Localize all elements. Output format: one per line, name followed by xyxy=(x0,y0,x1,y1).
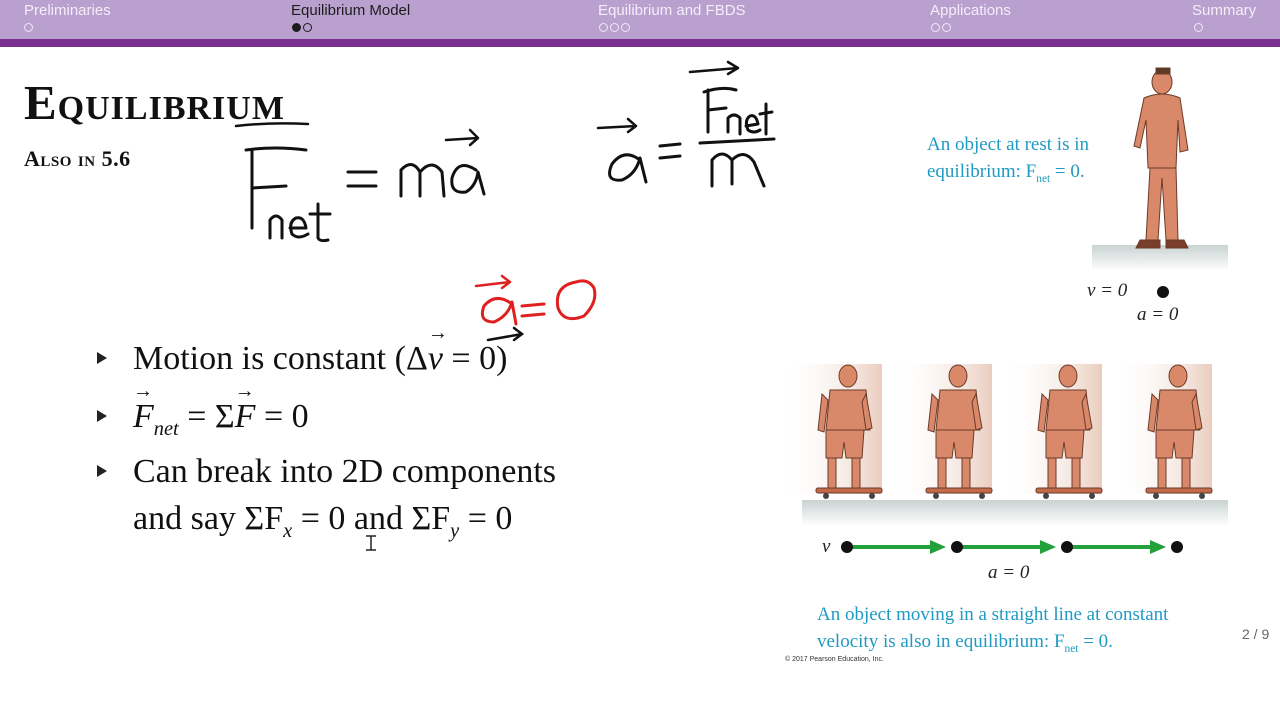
skater-2-icon xyxy=(892,364,992,499)
page-number: 2 / 9 xyxy=(1242,626,1270,642)
force-symbol: → F xyxy=(133,398,154,436)
motion-acceleration-label: a = 0 xyxy=(988,562,1030,583)
motion-velocity-label: v xyxy=(822,536,831,557)
nav-section-equilibrium-model[interactable]: Equilibrium Model xyxy=(291,2,411,19)
velocity-symbol: → v xyxy=(428,340,443,378)
nav-section-equilibrium-fbds[interactable]: Equilibrium and FBDS xyxy=(598,2,746,19)
bullet-text: = 0) xyxy=(442,340,508,377)
slide-subtitle: Also in 5.6 xyxy=(24,146,131,171)
motion-caption-line1: An object moving in a straight line at constant xyxy=(817,604,1169,625)
bullet-text: = 0 and ΣF xyxy=(292,500,451,537)
slide-title: Equilibrium xyxy=(24,75,285,130)
rest-caption-line2: equilibrium: F xyxy=(927,161,1037,182)
nav-section-preliminaries[interactable]: Preliminaries xyxy=(24,2,111,19)
skater-4-icon xyxy=(1112,364,1212,499)
rest-caption-line1: An object at rest is in xyxy=(927,134,1089,155)
x-subscript: x xyxy=(283,519,293,542)
velocity-vector-arrows xyxy=(850,540,1166,554)
bullet-text: Can break into 2D components xyxy=(133,453,557,490)
net-subscript: net xyxy=(1064,642,1079,655)
motion-caption xyxy=(817,601,1168,663)
rest-velocity-label: v = 0 xyxy=(1087,280,1128,301)
motion-caption-line2: velocity is also in equilibrium: F xyxy=(817,631,1065,652)
nav-section-applications[interactable]: Applications xyxy=(930,2,1011,19)
bullet-text: = 0 xyxy=(255,398,309,435)
net-subscript: net xyxy=(153,417,179,440)
rest-caption-end: = 0. xyxy=(1050,161,1085,182)
rest-floor xyxy=(1092,245,1228,271)
copyright-notice: © 2017 Pearson Education, Inc. xyxy=(785,656,884,663)
skater-1-icon xyxy=(782,364,882,499)
net-subscript: net xyxy=(1036,172,1051,185)
standing-person-icon xyxy=(1134,68,1188,248)
bullet-text: and say ΣF xyxy=(133,500,284,537)
bullet-text: Motion is constant ( xyxy=(133,340,406,377)
nav-section-summary[interactable]: Summary xyxy=(1192,2,1257,19)
bullet-text: = Σ xyxy=(178,398,235,435)
rest-acceleration-label: a = 0 xyxy=(1137,304,1179,325)
motion-floor xyxy=(802,500,1228,526)
skater-3-icon xyxy=(1002,364,1102,499)
motion-caption-end: = 0. xyxy=(1078,631,1113,652)
rest-position-dot xyxy=(1157,286,1169,298)
y-subscript: y xyxy=(450,519,460,542)
force-symbol: → F xyxy=(235,398,256,436)
bullet-text: = 0 xyxy=(459,500,513,537)
delta-symbol: Δ xyxy=(405,340,428,377)
